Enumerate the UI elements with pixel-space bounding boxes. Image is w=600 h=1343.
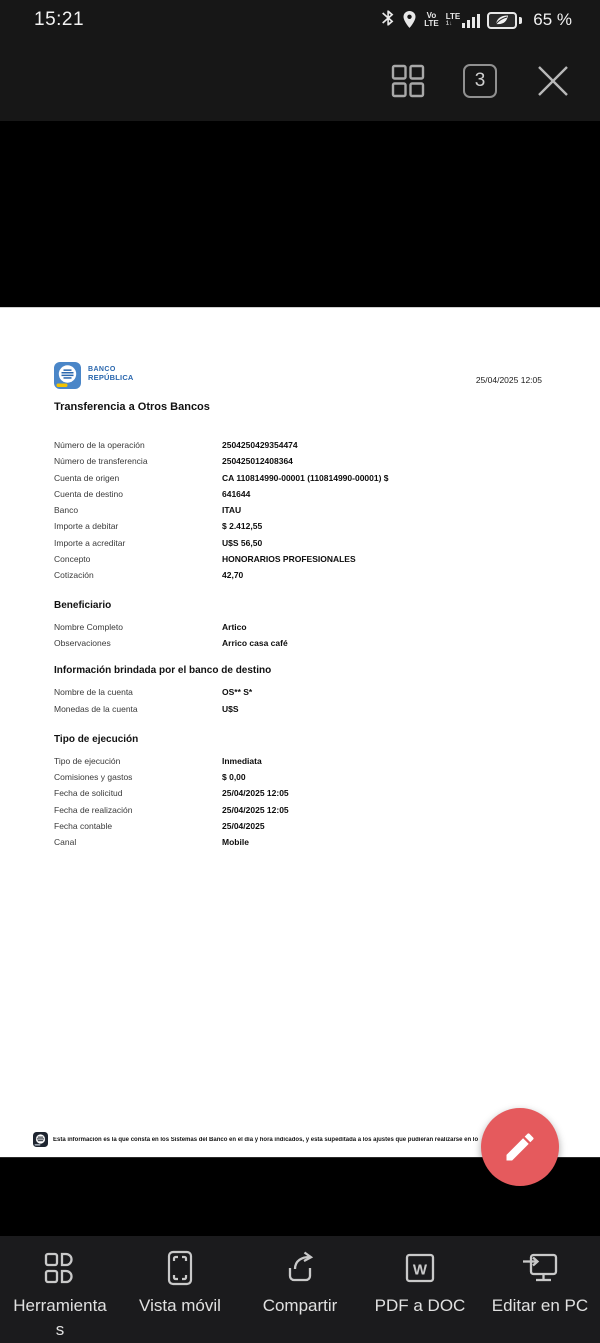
tools-label: Herramientas: [13, 1296, 107, 1339]
field-value: HONORARIOS PROFESIONALES: [222, 554, 356, 565]
share-icon: [282, 1248, 318, 1288]
tools-button[interactable]: [0, 1248, 120, 1343]
edit-fab-button[interactable]: [481, 1108, 559, 1186]
field-label: Importe a acreditar: [54, 537, 126, 548]
field-value: $ 2.412,55: [222, 521, 263, 532]
field-value: 641644: [222, 488, 251, 499]
field-value: 250425012408364: [222, 456, 293, 467]
field-row: [54, 619, 542, 635]
share-label: Compartir: [262, 1296, 338, 1315]
field-label: Fecha de realización: [54, 804, 133, 815]
document-footer: [33, 1132, 540, 1147]
field-label: Cotización: [54, 570, 94, 581]
field-row: [54, 518, 542, 534]
field-value: 42,70: [222, 570, 244, 581]
clock: 15:21: [34, 9, 85, 30]
field-row: [54, 551, 542, 567]
section-info-banco-destino: [54, 665, 542, 717]
pdf-page: [0, 307, 600, 1158]
field-label: Monedas de la cuenta: [54, 703, 138, 714]
field-value: 25/04/2025 12:05: [222, 804, 289, 815]
field-row: [54, 453, 542, 469]
field-row: [54, 486, 542, 502]
grid-view-button[interactable]: [390, 63, 426, 99]
field-label: Tipo de ejecución: [54, 755, 121, 766]
field-row: [54, 802, 542, 818]
bottom-toolbar: [0, 1236, 600, 1343]
field-value: Artico: [222, 621, 247, 632]
mobile-view-label: Vista móvil: [139, 1296, 221, 1315]
bank-name-line1: BANCO: [88, 366, 116, 373]
volte-indicator: Vo LTE: [424, 11, 439, 28]
edit-on-pc-button[interactable]: [480, 1248, 600, 1343]
field-value: Arrico casa café: [222, 637, 288, 648]
field-label: Banco: [54, 505, 79, 516]
disclaimer-text: Esta información es la que consta en los Sistemas del Banco en el día y hora indicados, y está supeditada a los ajustes que pudieran realizarse en lo: [53, 1136, 479, 1143]
edit-on-pc-label: Editar en PC: [491, 1296, 589, 1315]
field-row: [54, 535, 542, 551]
document-header: [54, 308, 542, 389]
viewer-toolbar: [0, 40, 600, 121]
word-icon: [403, 1248, 437, 1288]
field-label: Número de la operación: [54, 440, 145, 450]
field-label: Nombre Completo: [54, 621, 123, 632]
document-title: Transferencia a Otros Bancos: [54, 401, 210, 413]
bank-logo: [54, 362, 134, 389]
section-tipo-ejecucion: [54, 734, 542, 851]
field-row: [54, 818, 542, 834]
document-timestamp: 25/04/2025 12:05: [475, 375, 542, 385]
field-label: Cuenta de origen: [54, 472, 120, 483]
close-button[interactable]: [534, 62, 572, 100]
edit-on-pc-icon: [521, 1248, 559, 1288]
field-value: 25/04/2025: [222, 821, 265, 832]
field-label: Fecha de solicitud: [54, 788, 123, 799]
section-heading: Beneficiario: [54, 599, 112, 611]
field-label: Importe a debitar: [54, 521, 119, 532]
field-row: [54, 635, 542, 651]
field-value: Mobile: [222, 837, 249, 848]
mobile-view-button[interactable]: [120, 1248, 240, 1343]
battery-saver-icon: [487, 12, 522, 29]
field-row: [54, 567, 542, 583]
field-row: [54, 701, 542, 717]
field-row: [54, 470, 542, 486]
close-icon: [534, 62, 572, 100]
field-label: Número de transferencia: [54, 456, 148, 467]
field-row: [54, 834, 542, 850]
mobile-view-icon: [163, 1248, 197, 1288]
field-row: [54, 502, 542, 518]
field-row: [54, 684, 542, 700]
battery-percent: 65 %: [533, 10, 572, 29]
bluetooth-icon: [381, 10, 395, 30]
pencil-icon: [502, 1129, 538, 1165]
tools-grid-icon: [43, 1248, 77, 1288]
field-label: Fecha contable: [54, 821, 113, 832]
field-label: Observaciones: [54, 637, 111, 648]
field-value: 25/04/2025 12:05: [222, 788, 289, 799]
bank-name-line2: REPÚBLICA: [88, 373, 134, 382]
field-value: OS** S*: [222, 687, 253, 698]
field-value: 2504250429354474: [222, 440, 298, 450]
status-bar: [0, 0, 600, 40]
pdf-to-doc-label: PDF a DOC: [374, 1296, 466, 1315]
field-value: U$S 56,50: [222, 537, 263, 548]
field-value: U$S: [222, 703, 239, 714]
field-label: Canal: [54, 837, 77, 848]
signal-bars-icon: [462, 12, 480, 28]
section-beneficiario: [54, 600, 542, 652]
section-heading: Tipo de ejecución: [54, 733, 139, 745]
field-value: ITAU: [222, 505, 242, 516]
field-label: Concepto: [54, 554, 91, 565]
location-icon: [402, 10, 417, 30]
field-label: Comisiones y gastos: [54, 772, 133, 783]
share-button[interactable]: [240, 1248, 360, 1343]
main-fields: [54, 437, 542, 584]
pdf-viewer[interactable]: [0, 121, 600, 1236]
svg-text:W: W: [412, 1261, 428, 1279]
signal-indicator: LTE 1↓: [446, 12, 481, 28]
bank-logo-icon: [54, 362, 81, 389]
field-value: $ 0,00: [222, 772, 246, 783]
field-label: Nombre de la cuenta: [54, 687, 133, 698]
field-label: Cuenta de destino: [54, 488, 123, 499]
field-value: Inmediata: [222, 755, 262, 766]
section-heading: Información brindada por el banco de destino: [54, 665, 272, 677]
field-value: CA 110814990-00001 (110814990-00001) $: [222, 472, 389, 483]
pdf-to-doc-button[interactable]: [360, 1248, 480, 1343]
grid-icon: [390, 63, 426, 99]
field-row: [54, 753, 542, 769]
field-row: [54, 785, 542, 801]
page-indicator-button[interactable]: [463, 64, 497, 98]
field-row: [54, 437, 542, 453]
page-number: 3: [474, 69, 486, 91]
field-row: [54, 769, 542, 785]
bank-logo-small-icon: [33, 1132, 48, 1147]
